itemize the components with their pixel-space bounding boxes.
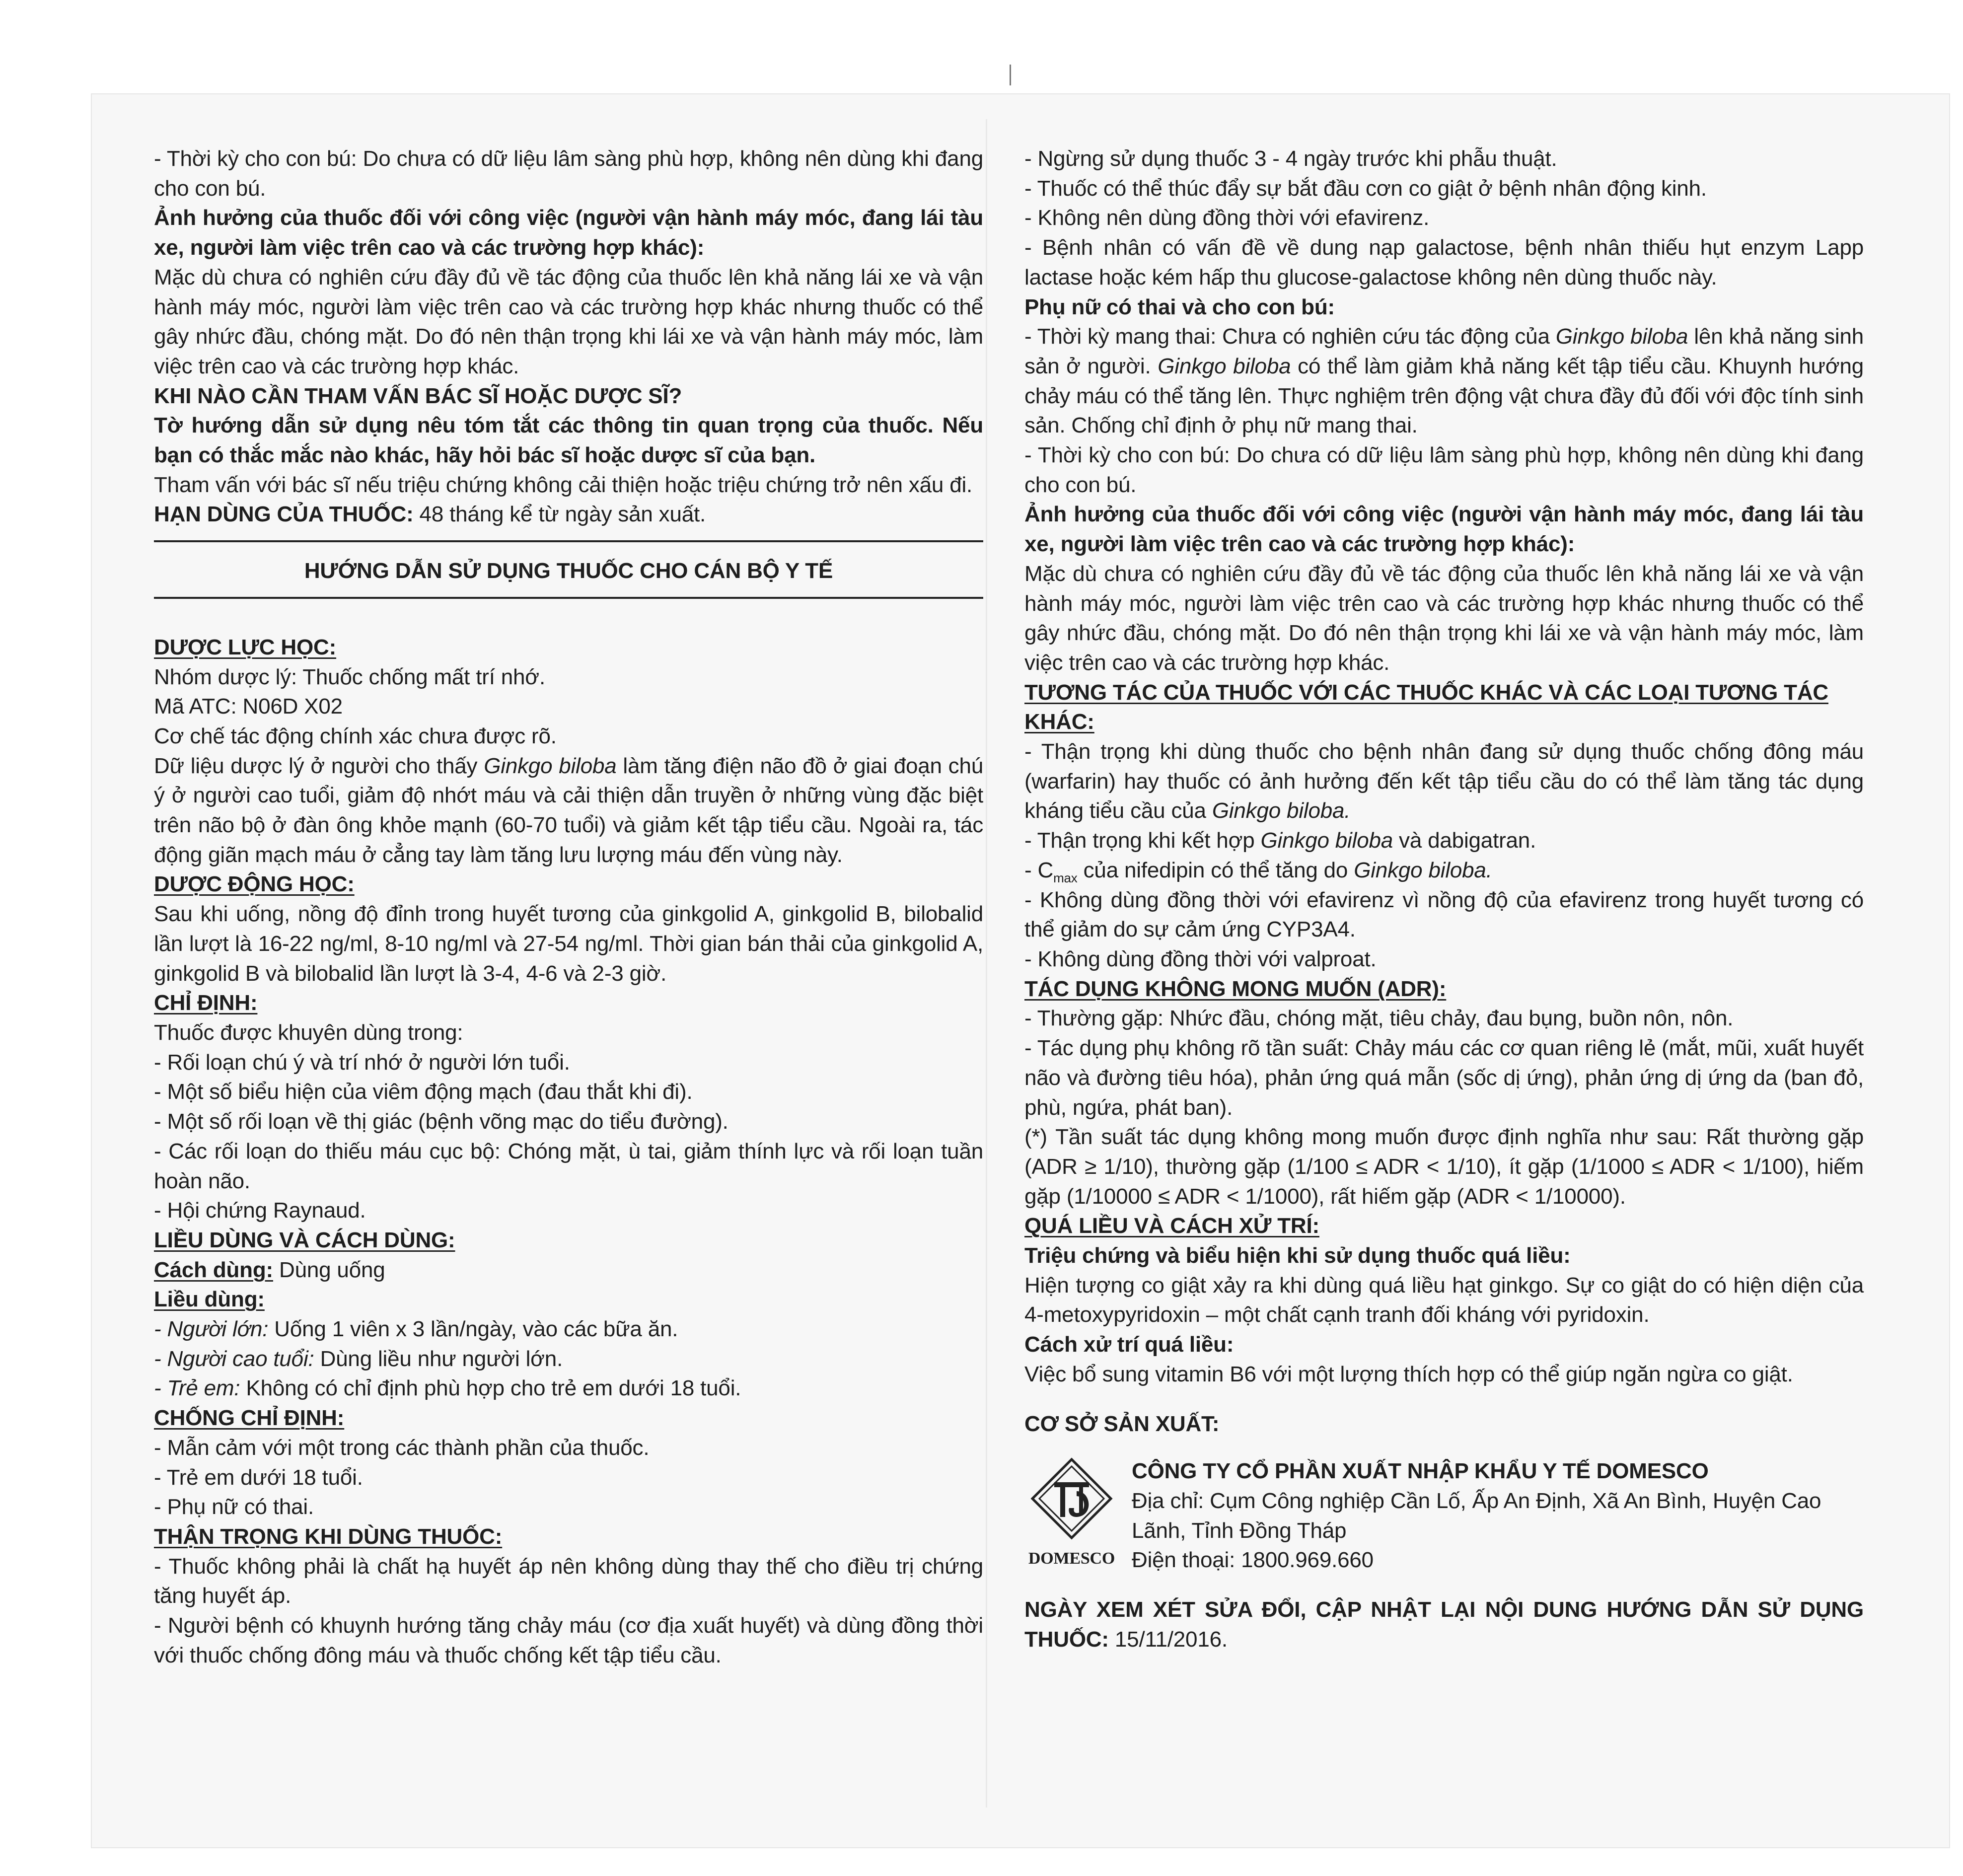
fold-mark <box>1010 65 1011 85</box>
pregnancy-text <box>1024 322 1864 440</box>
domesco-logo <box>1024 1456 1119 1574</box>
pregnancy-c: có thể làm giảm khả năng kết tập tiểu cầu. Khuynh hướng chảy máu có thể tăng lên. Thực nghiệm trên động vật chưa đầy đủ đối với độc tính sinh sản. Chống chỉ định ở phụ nữ mang thai. <box>1024 354 1864 438</box>
interaction-2-a: - Thận trọng khi kết hợp <box>1024 828 1261 853</box>
caution-heading: THẬN TRỌNG KHI DÙNG THUỐC: <box>154 1524 503 1549</box>
dose-child-label: - Trẻ em: <box>154 1376 240 1401</box>
treatment-text: Việc bổ sung vitamin B6 với một lượng thích hợp có thể giúp ngăn ngừa co giật. <box>1024 1362 1793 1386</box>
adr-frequency-note: (*) Tần suất tác dụng không mong muốn được định nghĩa như sau: Rất thường gặp (ADR ≥ 1/10), thường gặp (1/100 ≤ ADR < 1/10), ít gặp (1/1000 ≤ ADR < 1/100), hiếm gặp (1/10000 ≤ ADR < 1/1000), rất hiếm gặp (ADR < 1/10000). <box>1024 1125 1864 1209</box>
contraindication-heading: CHỐNG CHỈ ĐỊNH: <box>154 1406 345 1431</box>
dose-child <box>154 1373 983 1403</box>
section-divider-bottom <box>154 597 983 599</box>
section-title: HƯỚNG DẪN SỬ DỤNG THUỐC CHO CÁN BỘ Y TẾ <box>304 559 833 583</box>
indication-heading: CHỈ ĐỊNH: <box>154 991 258 1015</box>
spacer <box>1024 1575 1864 1595</box>
interaction-3-a: của nifedipin có thể tăng do <box>1077 858 1354 882</box>
right-column <box>1024 144 1864 1654</box>
spacer <box>154 613 983 633</box>
symptoms-text: Hiện tượng co giật xảy ra khi dùng quá liều hạt ginkgo. Sự co giật do có hiện diện của 4-metoxypyridoxin – một chất cạnh tranh đối kháng với pyridoxin. <box>1024 1273 1864 1327</box>
contraindication-item: - Trẻ em dưới 18 tuổi. <box>154 1465 363 1490</box>
dose-adult-label: - Người lớn: <box>154 1317 269 1342</box>
section-divider-top <box>154 540 983 542</box>
domesco-logo-icon <box>1029 1456 1114 1541</box>
pd-mechanism: Cơ chế tác động chính xác chưa được rõ. <box>154 723 557 748</box>
review-label: NGÀY XEM XÉT SỬA ĐỔI, CẬP NHẬT LẠI NỘI DUNG HƯỚNG DẪN SỬ DỤNG THUỐC: <box>1024 1597 1864 1652</box>
pregnancy-species-1: Ginkgo biloba <box>1555 324 1688 349</box>
contraindication-item: - Phụ nữ có thai. <box>154 1495 314 1519</box>
work-effect-text: Mặc dù chưa có nghiên cứu đầy đủ về tác động của thuốc lên khả năng lái xe và vận hành máy móc, người làm việc trên cao và các trường hợp khác nhưng thuốc có thể gây nhức đầu, chóng mặt. Do đó nên thận trọng khi lái xe và vận hành máy móc, làm việc trên cao và các trường hợp khác. <box>1024 561 1864 675</box>
interaction-3-subscript: max <box>1053 870 1078 885</box>
indication-item: - Một số rối loạn về thị giác (bệnh võng mạc do tiểu đường). <box>154 1109 728 1134</box>
interaction-3-species: Ginkgo biloba. <box>1354 858 1492 882</box>
interaction-item <box>1024 737 1864 826</box>
pd-data <box>154 751 983 870</box>
adr-item: - Tác dụng phụ không rõ tần suất: Chảy máu các cơ quan riêng lẻ (mắt, mũi, xuất huyết não và đường tiêu hóa), phản ứng quá mẫn (sốc dị ứng), phản ứng dị ứng da (ban đỏ, phù, ngứa, phát ban). <box>1024 1036 1864 1120</box>
manufacturer-heading: CƠ SỞ SẢN XUẤT: <box>1024 1411 1220 1436</box>
interaction-1-species: Ginkgo biloba. <box>1212 798 1351 823</box>
pregnancy-species-2: Ginkgo biloba <box>1158 354 1291 378</box>
pd-atc: Mã ATC: N06D X02 <box>154 694 343 719</box>
pd-data-species: Ginkgo biloba <box>484 753 617 778</box>
dose-elderly <box>154 1344 983 1374</box>
work-effect-text: Mặc dù chưa có nghiên cứu đầy đủ về tác động của thuốc lên khả năng lái xe và vận hành máy móc, người làm việc trên cao và các trường hợp khác nhưng thuốc có thể gây nhức đầu, chóng mặt. Do đó nên thận trọng khi lái xe và vận hành máy móc, làm việc trên cao và các trường hợp khác. <box>154 265 983 378</box>
interaction-item <box>1024 856 1864 885</box>
pk-text: Sau khi uống, nồng độ đỉnh trong huyết tương của ginkgolid A, ginkgolid B, bilobalid lần lượt là 16-22 ng/ml, 8-10 ng/ml và 27-54 ng/ml. Thời gian bán thải của ginkgolid A, ginkgolid B và bilobalid lần lượt là 3-4, 4-6 và 2-3 giờ. <box>154 902 983 986</box>
pharmacokinetics-heading: DƯỢC ĐỘNG HỌC: <box>154 872 355 897</box>
contraindication-item: - Mẫn cảm với một trong các thành phần của thuốc. <box>154 1435 650 1460</box>
consult-heading: KHI NÀO CẦN THAM VẤN BÁC SĨ HOẶC DƯỢC SĨ? <box>154 383 682 408</box>
indication-item: - Các rối loạn do thiếu máu cục bộ: Chóng mặt, ù tai, giảm thính lực và rối loạn tuần hoàn não. <box>154 1139 983 1193</box>
manufacturer-block <box>1024 1456 1864 1575</box>
indication-item: - Rối loạn chú ý và trí nhớ ở người lớn tuổi. <box>154 1050 570 1075</box>
dose-adult-value: Uống 1 viên x 3 lần/ngày, vào các bữa ăn. <box>268 1317 678 1342</box>
interaction-item: - Không dùng đồng thời với efavirenz vì nồng độ của efavirenz trong huyết tương có thể giảm do sự cảm ứng CYP3A4. <box>1024 887 1864 942</box>
work-effect-heading: Ảnh hưởng của thuốc đối với công việc (người vận hành máy móc, đang lái tàu xe, người làm việc trên cao và các trường hợp khác): <box>1024 502 1864 557</box>
interaction-3-c: - C <box>1024 858 1054 882</box>
pd-data-a: Dữ liệu dược lý ở người cho thấy <box>154 753 484 778</box>
interaction-heading: TƯƠNG TÁC CỦA THUỐC VỚI CÁC THUỐC KHÁC VÀ CÁC LOẠI TƯƠNG TÁC KHÁC: <box>1024 680 1829 734</box>
indication-item: - Một số biểu hiện của viêm động mạch (đau thắt khi đi). <box>154 1080 693 1104</box>
review-date: 15/11/2016. <box>1108 1627 1228 1652</box>
adr-item: - Thường gặp: Nhức đầu, chóng mặt, tiêu chảy, đau bụng, buồn nôn, nôn. <box>1024 1006 1734 1031</box>
indication-intro: Thuốc được khuyên dùng trong: <box>154 1020 463 1045</box>
interaction-2-b: và dabigatran. <box>1393 828 1536 853</box>
caution-item: - Không nên dùng đồng thời với efavirenz. <box>1024 206 1430 230</box>
expiry-label: HẠN DÙNG CỦA THUỐC: <box>154 502 414 527</box>
logo-text: DOMESCO <box>1028 1549 1115 1568</box>
dose-elderly-value: Dùng liều như người lớn. <box>314 1346 563 1371</box>
symptoms-heading: Triệu chứng và biểu hiện khi sử dụng thuốc quá liều: <box>1024 1243 1571 1268</box>
company-info <box>1132 1456 1864 1575</box>
pharmacodynamics-heading: DƯỢC LỰC HỌC: <box>154 635 337 659</box>
route-label: Cách dùng: <box>154 1257 273 1282</box>
left-column <box>154 144 983 1670</box>
consult-text: Tham vấn với bác sĩ nếu triệu chứng không cải thiện hoặc triệu chứng trở nên xấu đi. <box>154 472 973 497</box>
fold-line <box>986 119 987 1807</box>
company-address: Địa chỉ: Cụm Công nghiệp Cần Lố, Ấp An Định, Xã An Bình, Huyện Cao Lãnh, Tỉnh Đồng Tháp <box>1132 1488 1821 1543</box>
pd-data-b: làm tăng điện não đồ ở giai đoạn chú ý ở người cao tuổi, giảm độ nhớt máu và cải thiện dẫn truyền ở những vùng đặc biệt trên não bộ ở đàn ông khỏe mạnh (60-70 tuổi) và giảm kết tập tiểu cầu. Ngoài ra, tác động giãn mạch máu ở cẳng tay làm tăng lưu lượng máu đến vùng này. <box>154 753 984 867</box>
pd-group: Nhóm dược lý: Thuốc chống mất trí nhớ. <box>154 664 545 689</box>
dose-label: Liều dùng: <box>154 1287 265 1312</box>
pregnancy-heading: Phụ nữ có thai và cho con bú: <box>1024 294 1335 319</box>
pregnancy-b: lên khả năng sinh sản ở người. <box>1024 324 1864 378</box>
caution-item: - Người bệnh có khuynh hướng tăng chảy máu (cơ địa xuất huyết) và dùng đồng thời với thuốc chống đông máu và thuốc chống kết tập tiểu cầu. <box>154 1613 983 1667</box>
interaction-2-species: Ginkgo biloba <box>1260 828 1393 853</box>
company-phone: Điện thoại: 1800.969.660 <box>1132 1548 1374 1573</box>
company-name: CÔNG TY CỔ PHẦN XUẤT NHẬP KHẨU Y TẾ DOMESCO <box>1132 1459 1709 1484</box>
interaction-1-a: - Thận trọng khi dùng thuốc cho bệnh nhân đang sử dụng thuốc chống đông máu (warfarin) hay thuốc có ảnh hưởng đến kết tập tiểu cầu do có thể làm tăng tác dụng kháng tiểu cầu của <box>1024 739 1864 823</box>
caution-item: - Ngừng sử dụng thuốc 3 - 4 ngày trước khi phẫu thuật. <box>1024 146 1557 171</box>
interaction-item: - Không dùng đồng thời với valproat. <box>1024 946 1377 971</box>
caution-item: - Bệnh nhân có vấn đề về dung nạp galactose, bệnh nhân thiếu hụt enzym Lapp lactase hoặc kém hấp thu glucose-galactose không nên dùng thuốc này. <box>1024 235 1864 289</box>
expiry-value: 48 tháng kể từ ngày sản xuất. <box>413 502 706 527</box>
treatment-heading: Cách xử trí quá liều: <box>1024 1332 1234 1357</box>
indication-item: - Hội chứng Raynaud. <box>154 1198 366 1223</box>
pregnancy-a: - Thời kỳ mang thai: Chưa có nghiên cứu tác động của <box>1024 324 1556 349</box>
caution-item: - Thuốc không phải là chất hạ huyết áp nên không dùng thay thế cho điều trị chứng tăng huyết áp. <box>154 1554 983 1608</box>
consult-bold-text: Tờ hướng dẫn sử dụng nêu tóm tắt các thông tin quan trọng của thuốc. Nếu bạn có thắc mắc nào khác, hãy hỏi bác sĩ hoặc dược sĩ của bạn. <box>154 413 983 468</box>
route-value: Dùng uống <box>273 1257 385 1282</box>
dose-elderly-label: - Người cao tuổi: <box>154 1346 314 1371</box>
expiry-line <box>154 500 983 529</box>
review-date-line <box>1024 1595 1864 1654</box>
lactation-note: - Thời kỳ cho con bú: Do chưa có dữ liệu lâm sàng phù hợp, không nên dùng khi đang cho con bú. <box>154 146 983 201</box>
dosage-heading: LIỀU DÙNG VÀ CÁCH DÙNG: <box>154 1227 455 1252</box>
work-effect-heading: Ảnh hưởng của thuốc đối với công việc (người vận hành máy móc, đang lái tàu xe, người làm việc trên cao và các trường hợp khác): <box>154 206 983 260</box>
overdose-heading: QUÁ LIỀU VÀ CÁCH XỬ TRÍ: <box>1024 1214 1319 1238</box>
interaction-item <box>1024 826 1864 856</box>
dose-adult <box>154 1314 983 1344</box>
adr-heading: TÁC DỤNG KHÔNG MONG MUỐN (ADR): <box>1024 976 1447 1001</box>
lactation-text: - Thời kỳ cho con bú: Do chưa có dữ liệu lâm sàng phù hợp, không nên dùng khi đang cho con bú. <box>1024 443 1864 497</box>
dose-child-value: Không có chỉ định phù hợp cho trẻ em dưới 18 tuổi. <box>240 1376 741 1401</box>
caution-item: - Thuốc có thể thúc đẩy sự bắt đầu cơn co giật ở bệnh nhân động kinh. <box>1024 176 1707 201</box>
spacer <box>1024 1389 1864 1409</box>
route-line <box>154 1255 983 1285</box>
